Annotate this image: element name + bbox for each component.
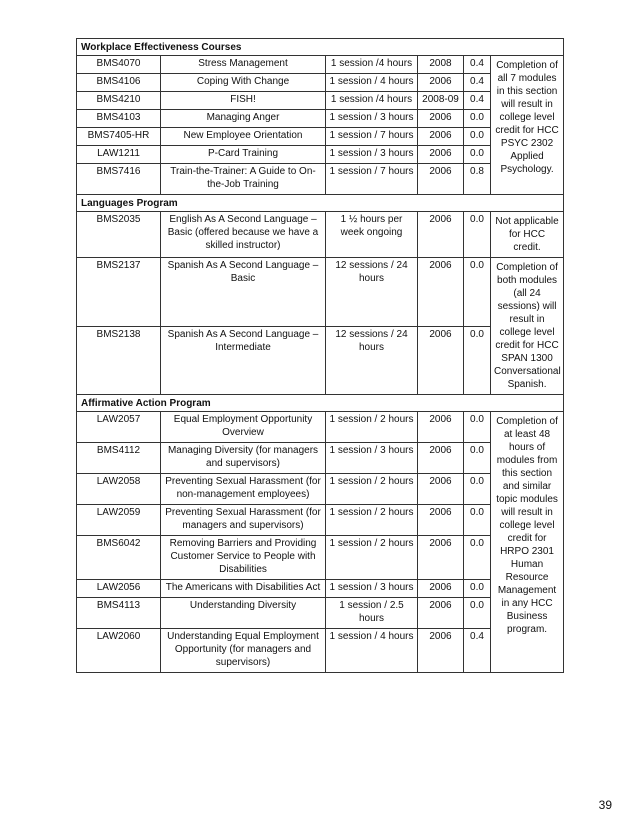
course-credit: 0.0 <box>464 505 491 536</box>
page-number: 39 <box>598 798 612 812</box>
course-code: LAW2058 <box>77 474 161 505</box>
course-credit: 0.0 <box>464 598 491 629</box>
course-credit: 0.0 <box>464 146 491 164</box>
course-code: LAW2059 <box>77 505 161 536</box>
course-year: 2006 <box>418 598 464 629</box>
course-duration: 1 session /4 hours <box>326 56 418 74</box>
course-duration: 1 session / 4 hours <box>326 629 418 673</box>
course-credit: 0.0 <box>464 536 491 580</box>
course-duration: 1 session / 3 hours <box>326 443 418 474</box>
course-duration: 1 session / 2 hours <box>326 412 418 443</box>
course-title: Removing Barriers and Providing Customer Service to People with Disabilities <box>161 536 326 580</box>
course-year: 2006 <box>418 443 464 474</box>
course-year: 2006 <box>418 580 464 598</box>
course-row <box>77 212 564 258</box>
credit-note: Not applicable for HCC credit. <box>491 212 564 258</box>
course-code: BMS7416 <box>77 164 161 195</box>
course-year: 2006 <box>418 258 464 327</box>
section-title: Affirmative Action Program <box>77 395 564 412</box>
course-duration: 1 session / 2 hours <box>326 505 418 536</box>
section-title: Workplace Effectiveness Courses <box>77 39 564 56</box>
course-year: 2006 <box>418 74 464 92</box>
course-title: P-Card Training <box>161 146 326 164</box>
course-year: 2006 <box>418 164 464 195</box>
course-duration: 1 session / 2 hours <box>326 536 418 580</box>
course-title: English As A Second Language – Basic (offered because we have a skilled instructor) <box>161 212 326 258</box>
course-credit: 0.0 <box>464 443 491 474</box>
course-code: LAW2057 <box>77 412 161 443</box>
course-row <box>77 412 564 443</box>
course-duration: 12 sessions / 24 hours <box>326 326 418 395</box>
course-year: 2006 <box>418 536 464 580</box>
section-title: Languages Program <box>77 195 564 212</box>
course-code: LAW2056 <box>77 580 161 598</box>
course-credit: 0.4 <box>464 74 491 92</box>
course-title: Spanish As A Second Language – Intermediate <box>161 326 326 395</box>
course-title: Preventing Sexual Harassment (for managers and supervisors) <box>161 505 326 536</box>
course-year: 2006 <box>418 146 464 164</box>
section-header-row <box>77 39 564 56</box>
course-year: 2006 <box>418 212 464 258</box>
course-title: New Employee Orientation <box>161 128 326 146</box>
course-duration: 1 session / 4 hours <box>326 74 418 92</box>
course-credit: 0.0 <box>464 580 491 598</box>
course-duration: 1 session / 7 hours <box>326 164 418 195</box>
course-title: Train-the-Trainer: A Guide to On-the-Job Training <box>161 164 326 195</box>
course-credit: 0.0 <box>464 474 491 505</box>
course-title: Understanding Equal Employment Opportunity (for managers and supervisors) <box>161 629 326 673</box>
course-code: LAW1211 <box>77 146 161 164</box>
section-header-row <box>77 395 564 412</box>
course-duration: 1 session / 3 hours <box>326 580 418 598</box>
course-duration: 1 session / 2.5 hours <box>326 598 418 629</box>
course-duration: 1 session / 2 hours <box>326 474 418 505</box>
course-duration: 1 session / 3 hours <box>326 110 418 128</box>
course-year: 2008 <box>418 56 464 74</box>
course-title: Managing Diversity (for managers and supervisors) <box>161 443 326 474</box>
course-code: LAW2060 <box>77 629 161 673</box>
course-code: BMS4106 <box>77 74 161 92</box>
course-title: FISH! <box>161 92 326 110</box>
course-code: BMS2035 <box>77 212 161 258</box>
course-credit: 0.0 <box>464 326 491 395</box>
course-year: 2006 <box>418 128 464 146</box>
course-row <box>77 258 564 327</box>
course-credit: 0.4 <box>464 629 491 673</box>
course-year: 2006 <box>418 505 464 536</box>
course-credit: 0.8 <box>464 164 491 195</box>
course-duration: 12 sessions / 24 hours <box>326 258 418 327</box>
course-credit: 0.0 <box>464 258 491 327</box>
course-code: BMS4113 <box>77 598 161 629</box>
course-credit: 0.0 <box>464 128 491 146</box>
course-year: 2006 <box>418 326 464 395</box>
course-code: BMS7405-HR <box>77 128 161 146</box>
course-credit: 0.0 <box>464 110 491 128</box>
course-duration: 1 session /4 hours <box>326 92 418 110</box>
course-code: BMS2137 <box>77 258 161 327</box>
course-credit: 0.0 <box>464 412 491 443</box>
credit-note: Completion of at least 48 hours of modules from this section and similar topic modules will result in college level credit for HRPO 2301 Human Resource Management in any HCC Business program. <box>491 412 564 673</box>
course-table <box>76 38 564 673</box>
course-row <box>77 56 564 74</box>
course-year: 2006 <box>418 474 464 505</box>
course-title: Preventing Sexual Harassment (for non-management employees) <box>161 474 326 505</box>
course-table-body <box>77 39 564 673</box>
course-year: 2006 <box>418 629 464 673</box>
course-title: Spanish As A Second Language – Basic <box>161 258 326 327</box>
course-code: BMS4070 <box>77 56 161 74</box>
course-title: Managing Anger <box>161 110 326 128</box>
course-title: Coping With Change <box>161 74 326 92</box>
course-credit: 0.0 <box>464 212 491 258</box>
course-code: BMS6042 <box>77 536 161 580</box>
course-credit: 0.4 <box>464 56 491 74</box>
course-code: BMS2138 <box>77 326 161 395</box>
course-title: Understanding Diversity <box>161 598 326 629</box>
course-duration: 1 session / 3 hours <box>326 146 418 164</box>
course-year: 2006 <box>418 412 464 443</box>
course-credit: 0.4 <box>464 92 491 110</box>
course-code: BMS4103 <box>77 110 161 128</box>
course-duration: 1 ½ hours per week ongoing <box>326 212 418 258</box>
section-header-row <box>77 195 564 212</box>
course-code: BMS4210 <box>77 92 161 110</box>
course-title: Stress Management <box>161 56 326 74</box>
credit-note: Completion of both modules (all 24 sessions) will result in college level credit for HCC SPAN 1300 Conversational Spanish. <box>491 258 564 395</box>
course-duration: 1 session / 7 hours <box>326 128 418 146</box>
course-year: 2008-09 <box>418 92 464 110</box>
course-title: Equal Employment Opportunity Overview <box>161 412 326 443</box>
course-title: The Americans with Disabilities Act <box>161 580 326 598</box>
course-year: 2006 <box>418 110 464 128</box>
course-code: BMS4112 <box>77 443 161 474</box>
credit-note: Completion of all 7 modules in this section will result in college level credit for HCC PSYC 2302 Applied Psychology. <box>491 56 564 195</box>
